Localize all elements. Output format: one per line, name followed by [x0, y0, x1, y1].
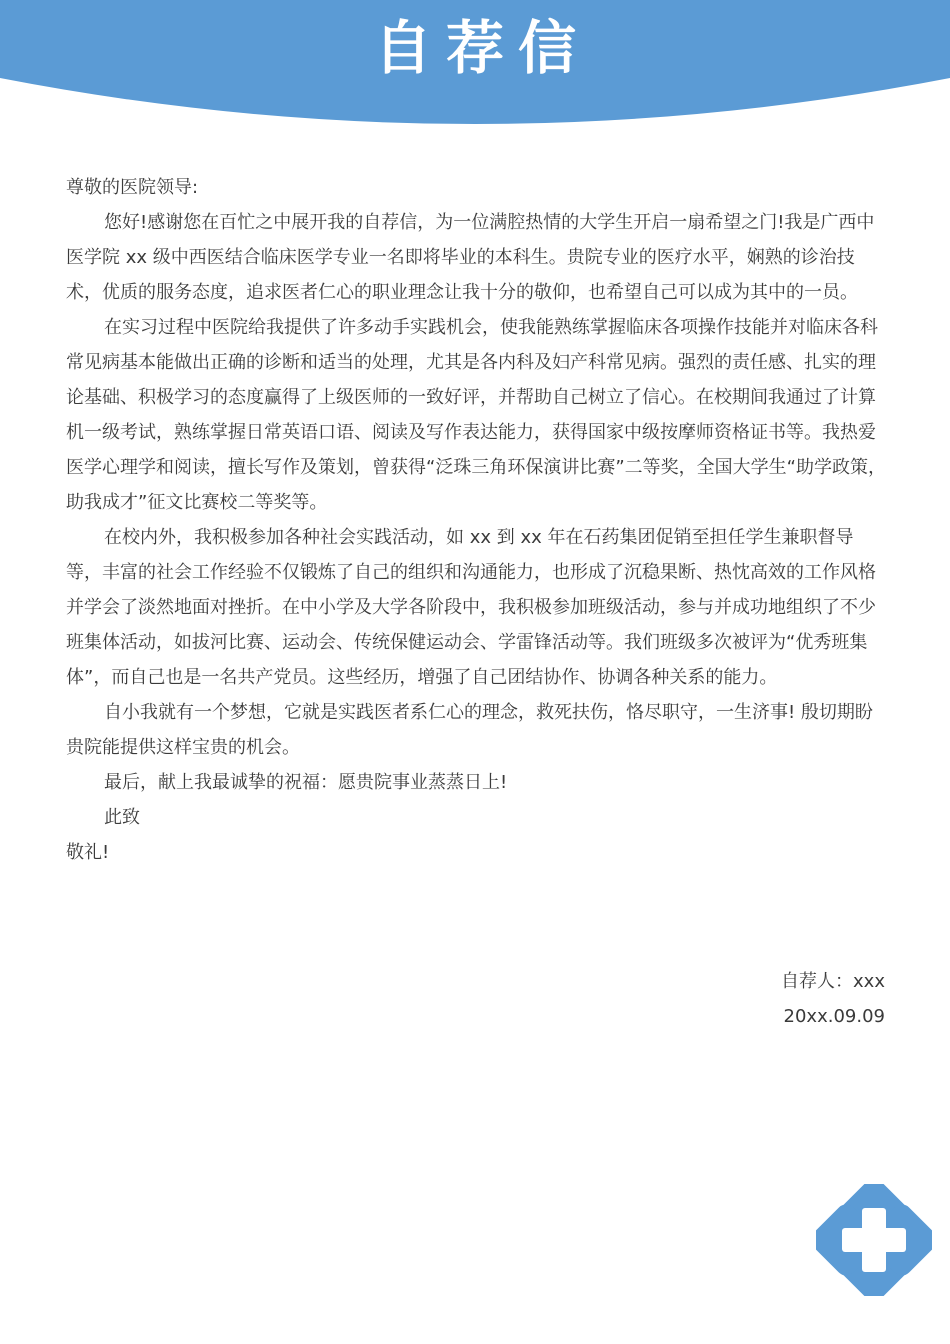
signature-name: 自荐人：xxx	[781, 971, 885, 992]
header-banner	[0, 0, 950, 130]
paragraph-wishes: 最后，献上我最诚挚的祝福：愿贵院事业蒸蒸日上!	[104, 772, 508, 793]
medical-cross-icon	[816, 1184, 932, 1296]
signature-block	[781, 964, 885, 1034]
page-title: 自荐信	[373, 14, 590, 82]
letter-body	[66, 170, 886, 870]
paragraph-intro: 您好!感谢您在百忙之中展开我的自荐信，为一位满腔热情的大学生开启一扇希望之门!我是广西中医学院 xx 级中西医结合临床医学专业一名即将毕业的本科生。贵院专业的医疗水平，娴熟的诊治技术，优质的服务态度，追求医者仁心的职业理念让我十分的敬仰，也希望自己可以成为其中的一员。	[66, 212, 875, 303]
signature-date: 20xx.09.09	[783, 1006, 885, 1027]
paragraph-dream: 自小我就有一个梦想，它就是实践医者系仁心的理念，救死扶伤，恪尽职守，一生济事! 殷切期盼贵院能提供这样宝贵的机会。	[66, 702, 873, 758]
paragraph-internship: 在实习过程中医院给我提供了许多动手实践机会，使我能熟练掌握临床各项操作技能并对临床各科常见病基本能做出正确的诊断和适当的处理，尤其是各内科及妇产科常见病。强烈的责任感、扎实的理论基础、积极学习的态度赢得了上级医师的一致好评，并帮助自己树立了信心。在校期间我通过了计算机一级考试，熟练掌握日常英语口语、阅读及写作表达能力，获得国家中级按摩师资格证书等。我热爱医学心理学和阅读，擅长写作及策划，曾获得“泛珠三角环保演讲比赛”二等奖，全国大学生“助学政策，助我成才”征文比赛校二等奖等。	[66, 317, 886, 513]
salutation: 尊敬的医院领导:	[66, 177, 199, 198]
paragraph-activities: 在校内外，我积极参加各种社会实践活动，如 xx 到 xx 年在石药集团促销至担任学生兼职督导等，丰富的社会工作经验不仅锻炼了自己的组织和沟通能力，也形成了沉稳果断、热忱高效的工作风格并学会了淡然地面对挫折。在中小学及大学各阶段中，我积极参加班级活动，参与并成功地组织了不少班集体活动，如拔河比赛、运动会、传统保健运动会、学雷锋活动等。我们班级多次被评为“优秀班集体”，而自己也是一名共产党员。这些经历，增强了自己团结协作、协调各种关系的能力。	[66, 527, 876, 688]
closing-jingli: 敬礼!	[66, 842, 110, 863]
closing-cizhi: 此致	[104, 807, 140, 828]
